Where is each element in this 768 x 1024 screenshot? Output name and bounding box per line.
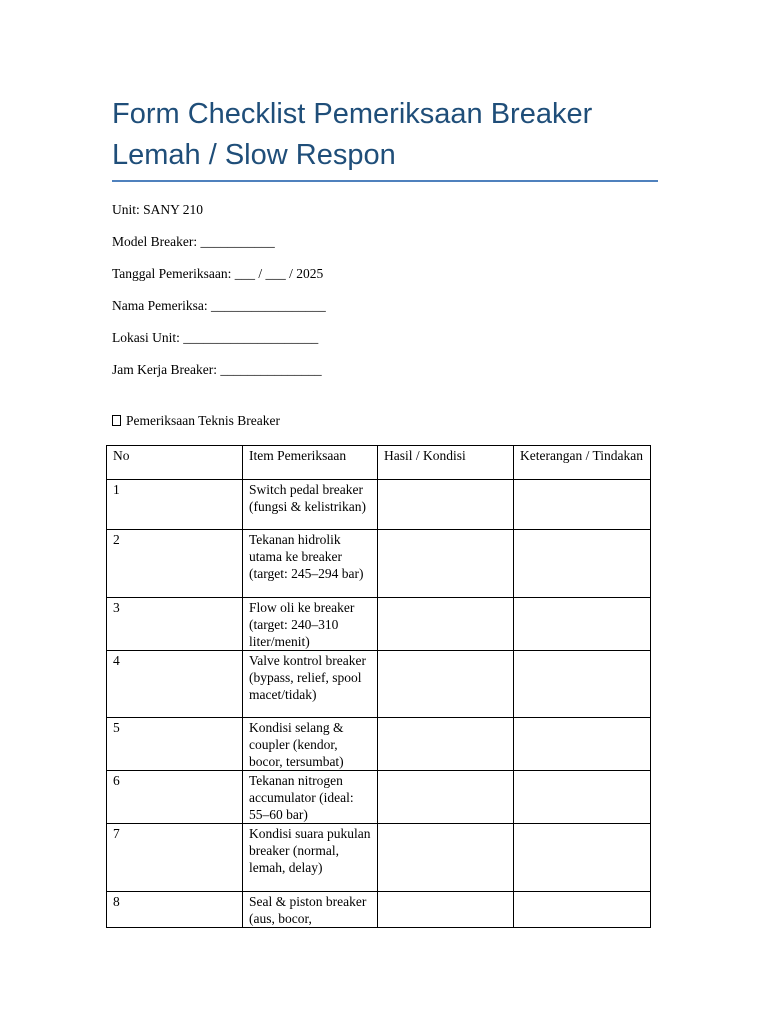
- header-keterangan-tindakan: Keterangan / Tindakan: [514, 446, 651, 480]
- cell-keterangan[interactable]: [514, 824, 651, 892]
- cell-keterangan[interactable]: [514, 771, 651, 824]
- table-header-row: [107, 446, 651, 480]
- cell-item: Kondisi suara pukulan breaker (normal, lemah, delay): [243, 824, 378, 892]
- table-row: [107, 718, 651, 771]
- field-jam-kerja-breaker: Jam Kerja Breaker: _______________: [112, 362, 322, 377]
- table-row: [107, 771, 651, 824]
- cell-no: 6: [107, 771, 243, 824]
- title-line-2: Lemah / Slow Respon: [112, 139, 396, 171]
- checklist-table: [106, 445, 651, 928]
- field-unit: Unit: SANY 210: [112, 202, 204, 217]
- cell-keterangan[interactable]: [514, 530, 651, 598]
- table-row: [107, 651, 651, 718]
- cell-item: Tekanan nitrogen accumulator (ideal: 55–60 bar): [243, 771, 378, 824]
- field-model-breaker: Model Breaker: ___________: [112, 234, 275, 249]
- cell-no: 1: [107, 480, 243, 530]
- field-nama-pemeriksa: Nama Pemeriksa: _________________: [112, 298, 326, 313]
- cell-keterangan[interactable]: [514, 651, 651, 718]
- cell-no: 2: [107, 530, 243, 598]
- table-row: [107, 892, 651, 928]
- title-line-1: Form Checklist Pemeriksaan Breaker: [112, 98, 593, 130]
- cell-no: 3: [107, 598, 243, 651]
- table-row: [107, 824, 651, 892]
- cell-hasil[interactable]: [378, 824, 514, 892]
- cell-no: 8: [107, 892, 243, 928]
- cell-hasil[interactable]: [378, 598, 514, 651]
- field-tanggal-pemeriksaan: Tanggal Pemeriksaan: ___ / ___ / 2025: [112, 266, 324, 281]
- table-row: [107, 480, 651, 530]
- cell-keterangan[interactable]: [514, 480, 651, 530]
- header-hasil-kondisi: Hasil / Kondisi: [378, 446, 514, 480]
- cell-keterangan[interactable]: [514, 892, 651, 928]
- cell-hasil[interactable]: [378, 892, 514, 928]
- cell-keterangan[interactable]: [514, 718, 651, 771]
- cell-item: Seal & piston breaker (aus, bocor,: [243, 892, 378, 928]
- cell-item: Switch pedal breaker (fungsi & kelistrikan): [243, 480, 378, 530]
- cell-hasil[interactable]: [378, 480, 514, 530]
- cell-item: Valve kontrol breaker (bypass, relief, spool macet/tidak): [243, 651, 378, 718]
- cell-item: Kondisi selang & coupler (kendor, bocor, tersumbat): [243, 718, 378, 771]
- cell-hasil[interactable]: [378, 651, 514, 718]
- field-lokasi-unit: Lokasi Unit: ____________________: [112, 330, 319, 345]
- header-item-pemeriksaan: Item Pemeriksaan: [243, 446, 378, 480]
- cell-no: 5: [107, 718, 243, 771]
- cell-item: Tekanan hidrolik utama ke breaker (target: 245–294 bar): [243, 530, 378, 598]
- table-row: [107, 598, 651, 651]
- cell-keterangan[interactable]: [514, 598, 651, 651]
- table-row: [107, 530, 651, 598]
- cell-hasil[interactable]: [378, 718, 514, 771]
- cell-hasil[interactable]: [378, 530, 514, 598]
- header-no: No: [107, 446, 243, 480]
- cell-item: Flow oli ke breaker (target: 240–310 liter/menit): [243, 598, 378, 651]
- cell-no: 7: [107, 824, 243, 892]
- cell-no: 4: [107, 651, 243, 718]
- cell-hasil[interactable]: [378, 771, 514, 824]
- section-heading-label: Pemeriksaan Teknis Breaker: [126, 413, 281, 428]
